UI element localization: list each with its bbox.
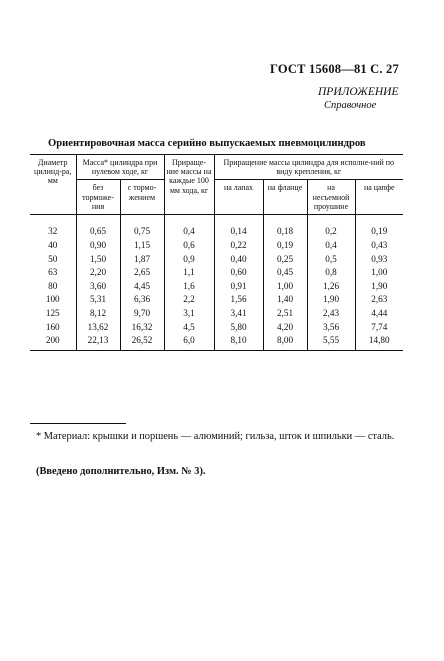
- table-cell: 2,63: [355, 293, 403, 307]
- table-cell: 0,18: [263, 214, 307, 238]
- table-row: [30, 252, 403, 266]
- table-cell: 0,4: [307, 239, 355, 253]
- table-cell: 2,43: [307, 307, 355, 321]
- amendment-note: (Введено дополнительно, Изм. № 3).: [36, 466, 206, 477]
- table-cell: 2,2: [164, 293, 214, 307]
- table-cell: 16,32: [120, 320, 164, 334]
- table-cell: 1,26: [307, 279, 355, 293]
- appendix-subtitle: Справочное: [324, 100, 377, 111]
- table-row: [30, 266, 403, 280]
- table-row: [30, 334, 403, 351]
- table-cell: 8,00: [263, 334, 307, 351]
- table-cell: 8,10: [214, 334, 263, 351]
- table-cell: 0,91: [214, 279, 263, 293]
- table-cell: 1,56: [214, 293, 263, 307]
- table-cell: 1,40: [263, 293, 307, 307]
- table-cell: 125: [45, 308, 60, 318]
- table-cell: 1,90: [307, 293, 355, 307]
- table-cell: 4,20: [263, 320, 307, 334]
- table-cell: 5,55: [307, 334, 355, 351]
- table-cell: 2,51: [263, 307, 307, 321]
- table-cell: 7,74: [355, 320, 403, 334]
- table-cell: 5,31: [76, 293, 120, 307]
- header-no-brake: без торможе-ния: [76, 180, 120, 215]
- table-cell: 0,8: [307, 266, 355, 280]
- header-with-brake: с тормо-жением: [120, 180, 164, 215]
- table-cell: 1,50: [76, 252, 120, 266]
- table-row: [30, 279, 403, 293]
- appendix-title: ПРИЛОЖЕНИЕ: [318, 86, 399, 98]
- table-cell: 1,15: [120, 239, 164, 253]
- standard-page-reference: ГОСТ 15608—81 С. 27: [270, 62, 399, 76]
- header-eye: на несъемной проушине: [307, 180, 355, 215]
- table-cell: 1,00: [355, 266, 403, 280]
- cylinder-mass-table: [30, 154, 403, 351]
- table-cell: 100: [45, 294, 60, 305]
- table-cell: 9,70: [120, 307, 164, 321]
- table-cell: 5,80: [214, 320, 263, 334]
- table-cell: 1,00: [263, 279, 307, 293]
- table-cell: 0,90: [76, 239, 120, 253]
- table-cell: 1,6: [164, 279, 214, 293]
- header-paws: на лапах: [214, 180, 263, 215]
- table-cell: 80: [48, 280, 58, 291]
- table-subheader-row: [30, 180, 403, 215]
- table-cell: 3,60: [76, 279, 120, 293]
- table-row: [30, 307, 403, 321]
- table-cell: 26,52: [120, 334, 164, 351]
- table-cell: 1,87: [120, 252, 164, 266]
- table-cell: 0,45: [263, 266, 307, 280]
- header-mount-group: Приращение массы цилиндра для исполне-ний по виду крепления, кг: [214, 155, 403, 180]
- header-diameter: Диаметр цилинд-ра, мм: [30, 155, 76, 215]
- table-cell: 0,40: [214, 252, 263, 266]
- footnote-divider: [30, 423, 126, 424]
- table-cell: 63: [48, 267, 58, 278]
- table-cell: 0,4: [164, 214, 214, 238]
- table-cell: 0,19: [263, 239, 307, 253]
- table-cell: 4,45: [120, 279, 164, 293]
- table-cell: 4,44: [355, 307, 403, 321]
- header-flange: на фланце: [263, 180, 307, 215]
- table-cell: 0,5: [307, 252, 355, 266]
- table-cell: 0,93: [355, 252, 403, 266]
- table-cell: 0,6: [164, 239, 214, 253]
- table-cell: 0,9: [164, 252, 214, 266]
- table-row: [30, 239, 403, 253]
- table-row: [30, 214, 403, 238]
- table-cell: 1,1: [164, 266, 214, 280]
- table-cell: 50: [48, 253, 58, 264]
- table-cell: 6,0: [164, 334, 214, 351]
- table-cell: 1,90: [355, 279, 403, 293]
- table-header-row: [30, 155, 403, 180]
- table-cell: 40: [48, 240, 58, 251]
- table-cell: 6,36: [120, 293, 164, 307]
- header-pin: на цапфе: [355, 180, 403, 215]
- table-cell: 2,65: [120, 266, 164, 280]
- table-cell: 3,56: [307, 320, 355, 334]
- table-cell: 0,75: [120, 214, 164, 238]
- footnote: * Материал: крышки и поршень — алюминий; гильза, шток и шпильки — сталь.: [36, 431, 395, 442]
- table-cell: 0,22: [214, 239, 263, 253]
- table-cell: 200: [30, 334, 76, 351]
- table-cell: 3,41: [214, 307, 263, 321]
- table-cell: 0,60: [214, 266, 263, 280]
- table-cell: 0,65: [76, 214, 120, 238]
- table-row: [30, 293, 403, 307]
- table-cell: 3,1: [164, 307, 214, 321]
- table-cell: 22,13: [76, 334, 120, 351]
- table-cell: 32: [48, 226, 58, 237]
- table-cell: 0,2: [307, 214, 355, 238]
- header-mass-group: Масса* цилиндра при нулевом ходе, кг: [76, 155, 164, 180]
- table-cell: 0,43: [355, 239, 403, 253]
- header-increment: Прираще-ние массы на каждые 100 мм хода, кг: [164, 155, 214, 215]
- table-title: Ориентировочная масса серийно выпускаемых пневмоцилиндров: [48, 138, 366, 149]
- table-cell: 160: [45, 321, 60, 332]
- table-cell: 8,12: [76, 307, 120, 321]
- table-cell: 13,62: [76, 320, 120, 334]
- table-cell: 14,80: [355, 334, 403, 351]
- table-row: [30, 320, 403, 334]
- table-cell: 4,5: [164, 320, 214, 334]
- table-cell: 0,14: [214, 214, 263, 238]
- table-cell: 0,19: [355, 214, 403, 238]
- table-cell: 0,25: [263, 252, 307, 266]
- table-cell: 2,20: [76, 266, 120, 280]
